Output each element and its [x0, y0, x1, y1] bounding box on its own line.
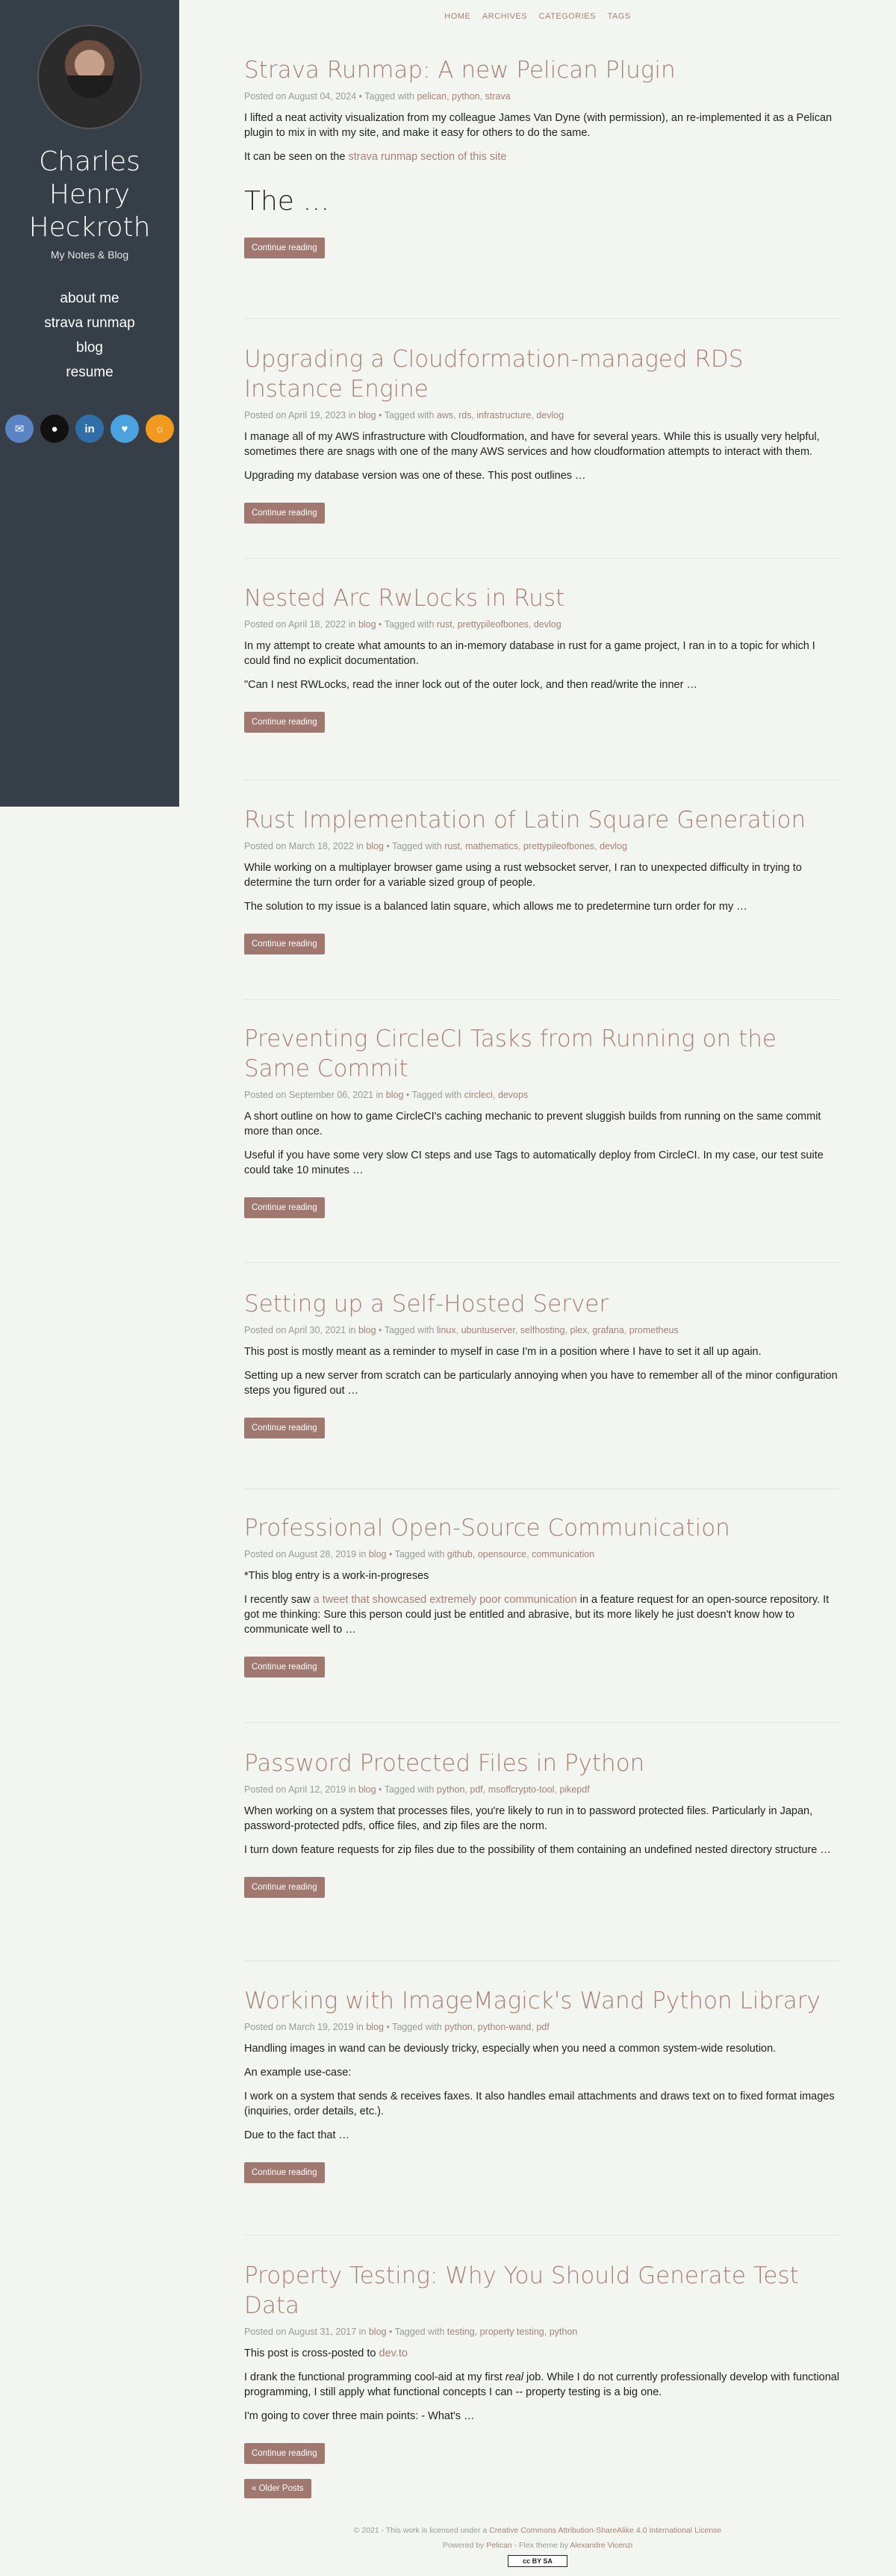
tag-link[interactable]: aws — [436, 410, 454, 420]
article-excerpt: *This blog entry is a work-in-progreses — [244, 1570, 429, 1582]
nav-categories[interactable]: CATEGORIES — [538, 12, 596, 21]
article-divider — [244, 1262, 841, 1263]
article-excerpt: An example use-case: — [244, 2067, 352, 2079]
article — [244, 344, 841, 524]
article-title[interactable]: Professional Open-Source Communication — [244, 1515, 730, 1542]
category-link[interactable]: blog — [358, 619, 376, 630]
sidebar-item-strava-runmap[interactable]: strava runmap — [44, 315, 135, 331]
avatar[interactable] — [37, 25, 142, 129]
article-meta: Posted on March 19, 2019 in blog • Tagged with python, python-wand, pdf — [244, 2022, 550, 2032]
tag-link[interactable]: pikepdf — [559, 1784, 590, 1795]
tag-link[interactable]: property testing — [479, 2327, 544, 2337]
sidebar-item-about-me[interactable]: about me — [60, 291, 119, 306]
tag-link[interactable]: strava — [485, 91, 511, 102]
sidebar-item-resume[interactable]: resume — [66, 364, 113, 380]
article-meta: Posted on April 30, 2021 in blog • Tagged with linux, ubuntuserver, selfhosting, plex, grafana, prometheus — [244, 1325, 679, 1335]
article-excerpt: In my attempt to create what amounts to an in-memory database in rust for a game project, I ran in to a topic for which I could find no explicit documentation. — [244, 640, 815, 667]
article-heading-excerpt: The … — [244, 186, 330, 217]
rss-icon[interactable]: ☼ — [146, 415, 174, 443]
tag-link[interactable]: circleci — [464, 1090, 493, 1100]
category-link[interactable]: blog — [358, 1325, 376, 1335]
tag-link[interactable]: pdf — [536, 2022, 550, 2032]
article-meta: Posted on April 19, 2023 in blog • Tagged with aws, rds, infrastructure, devlog — [244, 410, 564, 420]
tag-link[interactable]: python — [549, 2327, 578, 2337]
category-link[interactable]: blog — [366, 2022, 384, 2032]
site-name[interactable]: Charles Henry Heckroth — [28, 146, 151, 243]
cc-license-badge[interactable]: cc BY SA — [508, 2555, 567, 2567]
article-excerpt: I manage all of my AWS infrastructure with Cloudformation, and have for several years. While this is usually very helpful, sometimes there are snags with one of the many AWS services and how cloudformation attempts to interact with them. — [244, 431, 820, 458]
tag-link[interactable]: rds — [458, 410, 472, 420]
tag-link[interactable]: python — [452, 91, 480, 102]
tag-link[interactable]: mathematics — [465, 841, 518, 851]
post-date: April 19, 2023 — [288, 410, 346, 420]
category-link[interactable]: blog — [385, 1090, 404, 1100]
inline-link[interactable]: dev.to — [379, 2347, 408, 2359]
inline-link[interactable]: strava runmap section of this site — [348, 151, 507, 163]
tag-link[interactable]: infrastructure — [476, 410, 532, 420]
category-link[interactable]: blog — [366, 841, 384, 851]
tag-link[interactable]: plex — [570, 1325, 588, 1335]
article-meta: Posted on September 06, 2021 in blog • Tagged with circleci, devops — [244, 1090, 529, 1100]
article-excerpt: Handling images in wand can be deviously tricky, especially when you need a common system-wide resolution. — [244, 2043, 777, 2055]
tag-link[interactable]: rust — [436, 619, 452, 630]
sidebar-nav — [0, 286, 179, 385]
continue-reading-button[interactable]: Continue reading — [244, 2162, 325, 2183]
article-divider — [244, 999, 841, 1000]
post-date: August 31, 2017 — [288, 2327, 357, 2337]
article-excerpt: When working on a system that processes files, you're likely to run in to password protected files. Particularly in Japan, password-protected pdfs, office files, and zip files are the norm. — [244, 1805, 813, 1832]
article-excerpt: A short outline on how to game CircleCI's caching mechanic to prevent sluggish builds from running on the same commit more than once. — [244, 1111, 821, 1138]
category-link[interactable]: blog — [368, 2327, 387, 2337]
continue-reading-button[interactable]: Continue reading — [244, 1197, 325, 1218]
sidebar — [0, 0, 179, 807]
article-title[interactable]: Rust Implementation of Latin Square Generation — [244, 807, 806, 834]
email-icon[interactable]: ✉ — [5, 415, 34, 443]
article — [244, 55, 841, 258]
continue-reading-button[interactable]: Continue reading — [244, 238, 325, 258]
continue-reading-button[interactable]: Continue reading — [244, 503, 325, 524]
tag-link[interactable]: python — [444, 2022, 473, 2032]
article-meta: Posted on August 28, 2019 in blog • Tagged with github, opensource, communication — [244, 1549, 595, 1559]
tag-link[interactable]: prometheus — [629, 1325, 679, 1335]
article-title[interactable]: Property Testing: Why You Should Generate Test Data — [244, 2262, 799, 2319]
sidebar-item-blog[interactable]: blog — [76, 340, 103, 356]
article-excerpt: Useful if you have some very slow CI steps and use Tags to automatically deploy from CircleCI. In my case, our test suite could take 10 minutes … — [244, 1149, 824, 1176]
article-excerpt: "Can I nest RWLocks, read the inner lock out of the outer lock, and then read/write the inner … — [244, 679, 697, 691]
inline-link[interactable]: a tweet that showcased extremely poor communication — [313, 1594, 577, 1606]
continue-reading-button[interactable]: Continue reading — [244, 1418, 325, 1438]
post-date: April 18, 2022 — [288, 619, 346, 630]
article — [244, 1289, 841, 1438]
article — [244, 1024, 841, 1218]
article-excerpt: I turn down feature requests for zip files due to the possibility of them containing an undefined nested directory structure … — [244, 1844, 831, 1856]
tag-link[interactable]: ubuntuserver — [461, 1325, 515, 1335]
nav-tags[interactable]: TAGS — [607, 12, 631, 21]
linkedin-icon[interactable]: in — [75, 415, 104, 443]
tag-link[interactable]: pelican — [417, 91, 447, 102]
article — [244, 2261, 841, 2464]
nav-archives[interactable]: ARCHIVES — [482, 12, 528, 21]
tag-link[interactable]: github — [447, 1549, 473, 1559]
twitter-icon[interactable]: ♥ — [111, 415, 139, 443]
article-title[interactable]: Upgrading a Cloudformation-managed RDS Instance Engine — [244, 346, 744, 403]
article-meta: Posted on August 31, 2017 in blog • Tagged with testing, property testing, python — [244, 2327, 578, 2337]
article-title[interactable]: Nested Arc RwLocks in Rust — [244, 585, 565, 612]
footer-license: © 2021 - This work is licensed under a Creative Commons Attribution-ShareAlike 4.0 International License — [353, 2526, 722, 2535]
tag-link[interactable]: devlog — [533, 619, 561, 630]
article-title[interactable]: Strava Runmap: A new Pelican Plugin — [244, 57, 676, 84]
continue-reading-button[interactable]: Continue reading — [244, 712, 325, 733]
tag-link[interactable]: selfhosting — [520, 1325, 565, 1335]
older-posts-button[interactable]: « Older Posts — [244, 2479, 311, 2498]
post-date: August 04, 2024 — [288, 91, 357, 102]
tag-link[interactable]: python-wand — [477, 2022, 532, 2032]
continue-reading-button[interactable]: Continue reading — [244, 2443, 325, 2464]
article-excerpt: While working on a multiplayer browser game using a rust websocket server, I ran to unexpected difficulty in trying to determine the turn order for a variable sized group of people. — [244, 862, 802, 889]
article — [244, 1513, 841, 1677]
article-excerpt: I lifted a neat activity visualization from my colleague James Van Dyne (with permission), an re-implemented it as a Pelican plugin to mix in with my site, and make it easy for others to do the same. — [244, 112, 833, 139]
tag-link[interactable]: devlog — [600, 841, 627, 851]
article-title[interactable]: Setting up a Self-Hosted Server — [244, 1291, 609, 1318]
site-subtitle: My Notes & Blog — [50, 249, 129, 261]
article-divider — [244, 558, 841, 559]
article-meta: Posted on April 18, 2022 in blog • Tagged with rust, prettypileofbones, devlog — [244, 619, 561, 630]
article-meta: Posted on August 04, 2024 • Tagged with pelican, python, strava — [244, 91, 511, 102]
tag-link[interactable]: prettypileofbones — [457, 619, 529, 630]
nav-home[interactable]: HOME — [444, 12, 471, 21]
post-date: August 28, 2019 — [288, 1549, 357, 1559]
category-link[interactable]: blog — [358, 1784, 376, 1795]
article-excerpt: This post is cross-posted to dev.to — [244, 2347, 408, 2359]
article-excerpt: Due to the fact that … — [244, 2129, 350, 2141]
tag-link[interactable]: testing — [447, 2327, 475, 2337]
article-excerpt: I work on a system that sends & receives faxes. It also handles email attachments and draws text on to fixed format images (inquiries, order details, etc.). — [244, 2091, 835, 2117]
article-meta: Posted on April 12, 2019 in blog • Tagged with python, pdf, msoffcrypto-tool, pikepdf — [244, 1784, 590, 1795]
tag-link[interactable]: prettypileofbones — [523, 841, 595, 851]
tag-link[interactable]: communication — [532, 1549, 595, 1559]
article-title[interactable]: Password Protected Files in Python — [244, 1750, 645, 1777]
footer — [179, 2523, 896, 2569]
tag-link[interactable]: msoffcrypto-tool — [488, 1784, 555, 1795]
theme-author-link[interactable]: Alexandre Vicenzi — [570, 2541, 633, 2550]
category-link[interactable]: blog — [368, 1549, 387, 1559]
github-icon[interactable]: ● — [40, 415, 69, 443]
article-excerpt: I'm going to cover three main points: - What's … — [244, 2410, 475, 2422]
article-divider — [244, 1722, 841, 1723]
article-excerpt: It can be seen on the strava runmap section of this site — [244, 151, 507, 163]
tag-link[interactable]: devlog — [536, 410, 564, 420]
article-title[interactable]: Working with ImageMagick's Wand Python Library — [244, 1987, 821, 2014]
article-excerpt: Upgrading my database version was one of these. This post outlines … — [244, 470, 586, 482]
tag-link[interactable]: opensource — [477, 1549, 527, 1559]
tag-link[interactable]: linux — [436, 1325, 456, 1335]
tag-link[interactable]: python — [436, 1784, 465, 1795]
tag-link[interactable]: grafana — [592, 1325, 624, 1335]
article-excerpt: I drank the functional programming cool-aid at my first real job. While I do not currently professionally develop with functional programming, I still apply what functional concepts I can -- property testing is a big one. — [244, 2371, 840, 2398]
top-nav — [179, 12, 896, 21]
tag-link[interactable]: pdf — [470, 1784, 483, 1795]
article-excerpt: Setting up a new server from scratch can be particularly annoying when you have to remember all of the minor configuration steps you figured out … — [244, 1370, 838, 1397]
pelican-link[interactable]: Pelican — [486, 2541, 512, 2550]
article-divider — [244, 318, 841, 319]
article-meta: Posted on March 18, 2022 in blog • Tagged with rust, mathematics, prettypileofbones, devlog — [244, 841, 627, 851]
footer-powered: Powered by Pelican - Flex theme by Alexandre Vicenzi — [442, 2541, 633, 2550]
post-date: September 06, 2021 — [288, 1090, 374, 1100]
tag-link[interactable]: rust — [444, 841, 461, 851]
article — [244, 583, 841, 733]
tag-link[interactable]: devops — [497, 1090, 529, 1100]
article — [244, 1748, 841, 1898]
continue-reading-button[interactable]: Continue reading — [244, 1877, 325, 1898]
post-date: March 19, 2019 — [288, 2022, 354, 2032]
license-link[interactable]: Creative Commons Attribution-ShareAlike 4.0 International License — [489, 2526, 722, 2535]
post-date: April 30, 2021 — [288, 1325, 346, 1335]
continue-reading-button[interactable]: Continue reading — [244, 1657, 325, 1677]
article-excerpt: This post is mostly meant as a reminder to myself in case I'm in a position where I have to set it all up again. — [244, 1346, 762, 1358]
category-link[interactable]: blog — [358, 410, 376, 420]
social-links — [0, 415, 179, 443]
article-excerpt: The solution to my issue is a balanced latin square, which allows me to predetermine turn order for my … — [244, 901, 747, 913]
post-date: March 18, 2022 — [288, 841, 354, 851]
continue-reading-button[interactable]: Continue reading — [244, 934, 325, 955]
article-excerpt: I recently saw a tweet that showcased extremely poor communication in a feature request for an open-source repository. It got me thinking: Sure this person could just be entitled and abrasive, but its more likely he just doesn't know how to communicate well to … — [244, 1594, 830, 1636]
article — [244, 1986, 841, 2183]
article-title[interactable]: Preventing CircleCI Tasks from Running on the Same Commit — [244, 1025, 777, 1082]
article — [244, 805, 841, 955]
post-date: April 12, 2019 — [288, 1784, 346, 1795]
